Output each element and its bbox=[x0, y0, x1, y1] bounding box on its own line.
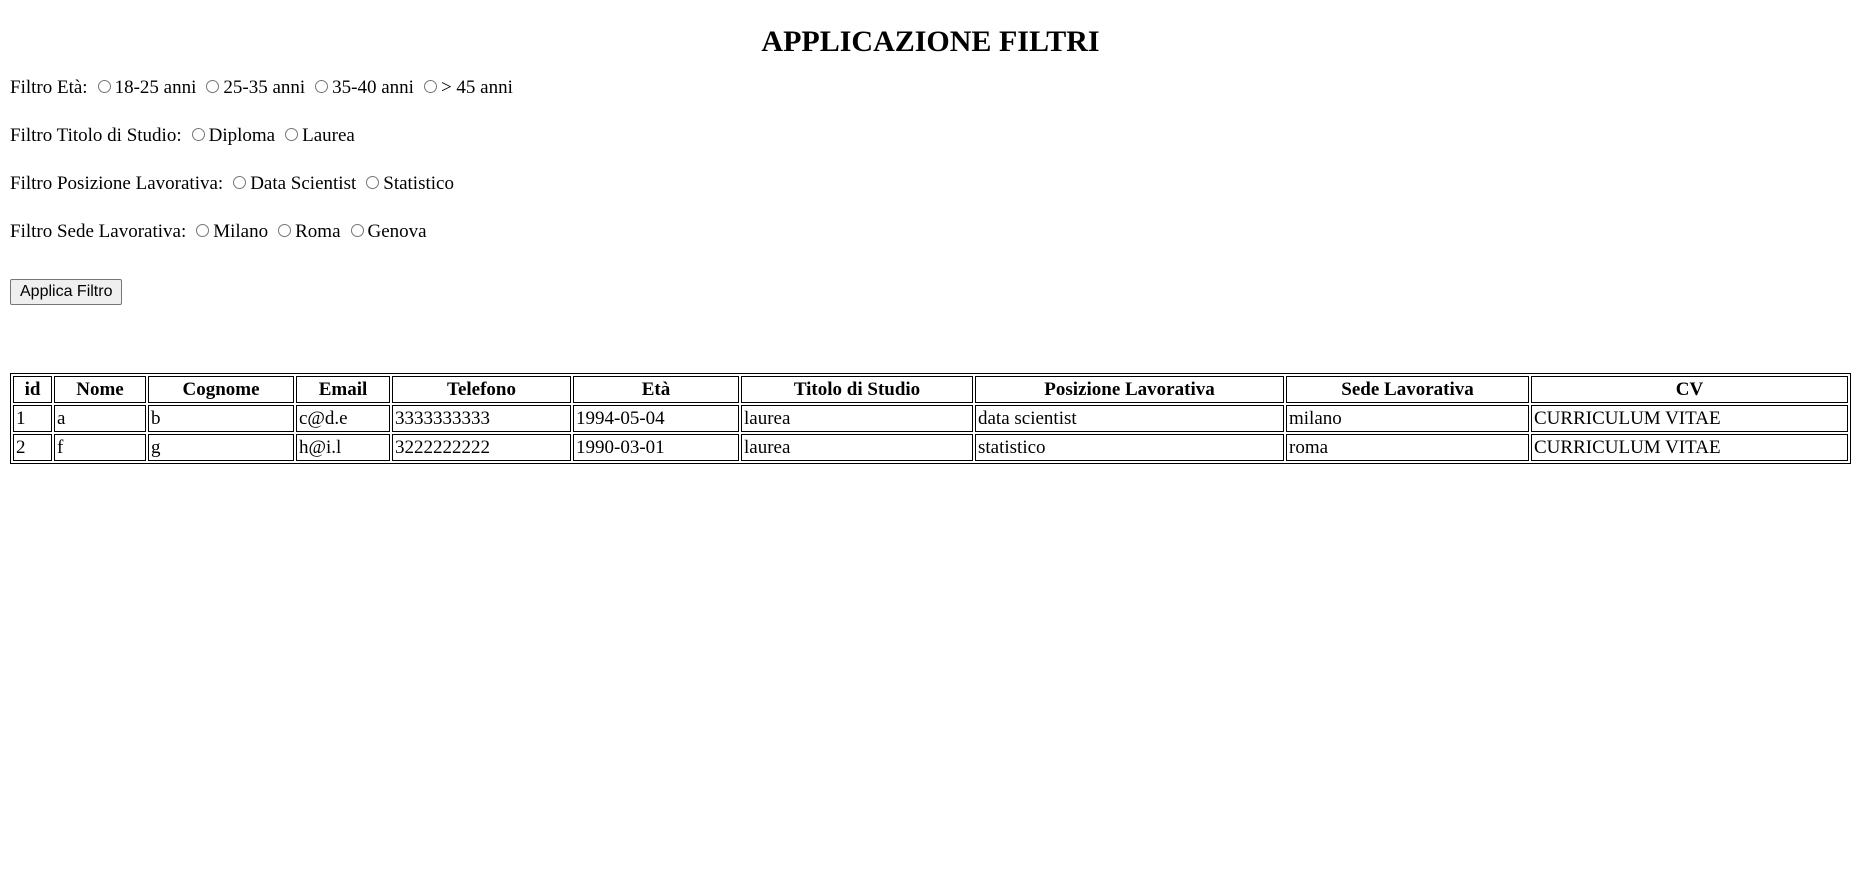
option-label: Milano bbox=[213, 221, 269, 242]
column-header-cognome: Cognome bbox=[148, 376, 294, 403]
cell-sede: milano bbox=[1286, 405, 1529, 432]
radio-button[interactable] bbox=[206, 80, 219, 93]
cell-cv: CURRICULUM VITAE bbox=[1531, 434, 1848, 461]
column-header-titolo-studio: Titolo di Studio bbox=[741, 376, 973, 403]
site-filter-label: Filtro Sede Lavorativa: bbox=[10, 221, 187, 242]
cell-sede: roma bbox=[1286, 434, 1529, 461]
cell-id: 1 bbox=[13, 405, 52, 432]
site-filter bbox=[10, 221, 1851, 243]
age-filter-label: Filtro Età: bbox=[10, 77, 88, 98]
radio-button[interactable] bbox=[285, 128, 298, 141]
radio-button[interactable] bbox=[315, 80, 328, 93]
apply-filter-button[interactable]: Applica Filtro bbox=[10, 279, 122, 305]
position-filter bbox=[10, 173, 1851, 195]
table-header-row bbox=[13, 376, 1848, 403]
cell-nome: f bbox=[54, 434, 146, 461]
option-label: Roma bbox=[295, 221, 341, 242]
cell-titolo-studio: laurea bbox=[741, 434, 973, 461]
position-filter-label: Filtro Posizione Lavorativa: bbox=[10, 173, 224, 194]
education-filter bbox=[10, 125, 1851, 147]
column-header-id: id bbox=[13, 376, 52, 403]
column-header-sede: Sede Lavorativa bbox=[1286, 376, 1529, 403]
cell-email: c@d.e bbox=[296, 405, 390, 432]
age-option-18-25[interactable] bbox=[94, 77, 197, 99]
position-option-statistico[interactable] bbox=[362, 173, 454, 195]
radio-button[interactable] bbox=[278, 224, 291, 237]
cell-cognome: b bbox=[148, 405, 294, 432]
cell-posizione: statistico bbox=[975, 434, 1284, 461]
option-label: > 45 anni bbox=[440, 77, 513, 98]
radio-button[interactable] bbox=[233, 176, 246, 189]
option-label: Genova bbox=[367, 221, 427, 242]
radio-button[interactable] bbox=[192, 128, 205, 141]
cell-eta: 1990-03-01 bbox=[573, 434, 739, 461]
column-header-posizione: Posizione Lavorativa bbox=[975, 376, 1284, 403]
option-label: 35-40 anni bbox=[332, 77, 414, 98]
education-option-laurea[interactable] bbox=[281, 125, 355, 147]
option-label: Diploma bbox=[208, 125, 276, 146]
cell-eta: 1994-05-04 bbox=[573, 405, 739, 432]
results-table bbox=[10, 373, 1851, 464]
option-label: 18-25 anni bbox=[114, 77, 197, 98]
cell-id: 2 bbox=[13, 434, 52, 461]
cell-telefono: 3333333333 bbox=[392, 405, 571, 432]
cell-cv: CURRICULUM VITAE bbox=[1531, 405, 1848, 432]
cell-email: h@i.l bbox=[296, 434, 390, 461]
site-option-milano[interactable] bbox=[192, 221, 268, 243]
table-row bbox=[13, 405, 1848, 432]
education-filter-label: Filtro Titolo di Studio: bbox=[10, 125, 182, 146]
option-label: Laurea bbox=[302, 125, 355, 146]
option-label: Data Scientist bbox=[250, 173, 357, 194]
column-header-email: Email bbox=[296, 376, 390, 403]
column-header-telefono: Telefono bbox=[392, 376, 571, 403]
site-option-roma[interactable] bbox=[274, 221, 340, 243]
age-option-25-35[interactable] bbox=[202, 77, 305, 99]
column-header-nome: Nome bbox=[54, 376, 146, 403]
cell-cognome: g bbox=[148, 434, 294, 461]
cell-telefono: 3222222222 bbox=[392, 434, 571, 461]
age-option-35-40[interactable] bbox=[311, 77, 414, 99]
education-option-diploma[interactable] bbox=[188, 125, 276, 147]
column-header-cv: CV bbox=[1531, 376, 1848, 403]
cell-posizione: data scientist bbox=[975, 405, 1284, 432]
position-option-data-scientist[interactable] bbox=[229, 173, 356, 195]
option-label: Statistico bbox=[383, 173, 454, 194]
cell-nome: a bbox=[54, 405, 146, 432]
cell-titolo-studio: laurea bbox=[741, 405, 973, 432]
option-label: 25-35 anni bbox=[223, 77, 306, 98]
radio-button[interactable] bbox=[196, 224, 209, 237]
page-title: APPLICAZIONE FILTRI bbox=[761, 25, 1100, 58]
age-filter bbox=[10, 77, 1851, 99]
site-option-genova[interactable] bbox=[347, 221, 427, 243]
radio-button[interactable] bbox=[424, 80, 437, 93]
age-option-over-45[interactable] bbox=[420, 77, 513, 99]
radio-button[interactable] bbox=[366, 176, 379, 189]
radio-button[interactable] bbox=[98, 80, 111, 93]
column-header-eta: Età bbox=[573, 376, 739, 403]
table-row bbox=[13, 434, 1848, 461]
radio-button[interactable] bbox=[351, 224, 364, 237]
